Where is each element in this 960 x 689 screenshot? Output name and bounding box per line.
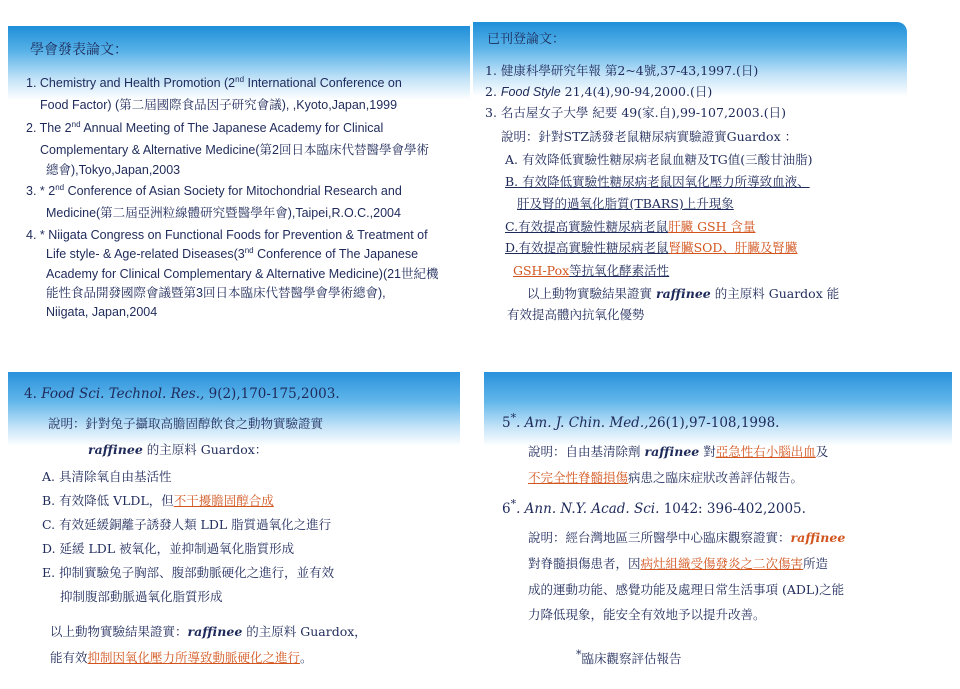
citation-5-description: 說明：自由基清除劑 raffinee 對亞急性右小腦出血及 xyxy=(528,444,829,459)
panel-published-papers xyxy=(473,22,907,332)
conference-item-2: 2. The 2nd Annual Meeting of The Japanese Academy for Clinical xyxy=(26,119,384,135)
publication-1: 1. 健康科學研究年報 第2~4號,37-43,1997.(日) xyxy=(485,63,759,78)
header-band xyxy=(8,372,460,446)
citation-6-description-cont: 對脊髓損傷患者，因病灶組織受傷發炎之二次傷害所造 xyxy=(528,556,829,571)
conference-item-4-cont: Life style- & Age-related Diseases(3nd Conference of The Japanese xyxy=(46,245,419,261)
finding-b: B. 有效降低實驗性糖尿病老鼠因氧化壓力所導致血液、 xyxy=(505,174,810,189)
description: 說明：針對STZ誘發老鼠糖尿病實驗證實Guardox ： xyxy=(501,129,798,144)
conference-item-1: 1. Chemistry and Health Promotion (2nd International Conference on xyxy=(26,74,402,90)
description-cont: raffinee 的主原料 Guardox： xyxy=(88,442,268,457)
finding-b: B. 有效降低 VLDL，但不干擾膽固醇合成 xyxy=(42,493,274,508)
conference-item-4-cont4: Niigata, Japan,2004 xyxy=(46,305,158,319)
conference-item-3-cont: Medicine(第二屆亞洲粒線體研究暨醫學年會),Taipei,R.O.C.,2004 xyxy=(46,206,401,220)
panel-conference-papers xyxy=(8,26,470,326)
description: 說明：針對兔子攝取高膽固醇飲食之動物實驗證實 xyxy=(48,416,324,431)
conference-item-1-cont: Food Factor) (第二屆國際食品因子研究會議), ,Kyoto,Japan,1999 xyxy=(40,98,398,112)
citation: 4. Food Sci. Technol. Res., 9(2),170-175,2003. xyxy=(24,386,340,402)
finding-a: A. 具清除氧自由基活性 xyxy=(42,469,172,484)
finding-b-cont: 肝及腎的過氧化脂質(TBARS)上升現象 xyxy=(517,196,734,211)
conference-item-4-cont2: Academy for Clinical Complementary & Alternative Medicine)(21世紀機 xyxy=(46,267,439,281)
citation-6-description: 說明：經台灣地區三所醫學中心臨床觀察證實：raffinee xyxy=(528,530,846,545)
citation-6-description-cont2: 成的運動功能、感覺功能及處理日常生活事項 (ADL)之能 xyxy=(528,582,845,597)
footnote: *臨床觀察評估報告 xyxy=(576,647,682,666)
finding-c: C.有效提高實驗性糖尿病老鼠肝臟 GSH 含量 xyxy=(505,219,756,234)
conclusion-cont: 有效提高體內抗氧化優勢 xyxy=(507,307,645,322)
finding-d: D. 延緩 LDL 被氧化，並抑制過氧化脂質形成 xyxy=(42,541,295,556)
finding-e-cont: 抑制腹部動脈過氧化脂質形成 xyxy=(60,589,223,604)
conference-item-4-cont3: 能性食品開發國際會議暨第3回日本臨床代替醫學會學術總會), xyxy=(46,286,386,300)
finding-c: C. 有效延緩銅離子誘發人類 LDL 脂質過氧化之進行 xyxy=(42,517,332,532)
conference-item-2-cont2: 總會),Tokyo,Japan,2003 xyxy=(46,163,181,177)
conclusion: 以上動物實驗結果證實：raffinee 的主原料 Guardox， xyxy=(50,624,367,639)
panel-title: 已刊登論文： xyxy=(487,32,566,47)
conference-item-3: 3. * 2nd Conference of Asian Society for Mitochondrial Research and xyxy=(26,182,402,198)
finding-e: E. 抑制實驗兔子胸部、腹部動脈硬化之進行，並有效 xyxy=(42,565,335,580)
citation-5: 5*. Am. J. Chin. Med.,26(1),97-108,1998. xyxy=(502,411,780,431)
finding-a: A. 有效降低實驗性糖尿病老鼠血糖及TG值(三酸甘油脂) xyxy=(505,152,813,167)
citation-6-description-cont3: 力降低現象，能安全有效地予以提升改善。 xyxy=(528,607,766,622)
citation-6: 6*. Ann. N.Y. Acad. Sci. 1042: 396-402,2005. xyxy=(502,497,806,517)
finding-d-cont: GSH-Pox等抗氧化酵素活性 xyxy=(513,263,670,278)
publication-2: 2. Food Style 21,4(4),90-94,2000.(日) xyxy=(485,84,713,99)
publication-3: 3. 名古屋女子大學 紀要 49(家.自),99-107,2003.(日) xyxy=(485,105,786,120)
conference-item-2-cont: Complementary & Alternative Medicine(第2回日本臨床代替醫學會學術 xyxy=(40,143,429,157)
conference-item-4: 4. * Niigata Congress on Functional Foods for Prevention & Treatment of xyxy=(26,228,428,242)
citation-5-description-cont: 不完全性脊髓損傷病患之臨床症狀改善評估報告。 xyxy=(528,470,804,485)
header-band xyxy=(484,372,952,446)
conclusion: 以上動物實驗結果證實 raffinee 的主原料 Guardox 能 xyxy=(527,286,840,301)
panel-title: 學會發表論文： xyxy=(30,42,128,58)
finding-d: D.有效提高實驗性糖尿病老鼠腎臟SOD、肝臟及腎臟 xyxy=(505,240,798,255)
panel-rabbit-study xyxy=(8,372,460,678)
conclusion-cont: 能有效抑制因氧化壓力所導致動脈硬化之進行。 xyxy=(50,650,313,665)
panel-clinical-reports xyxy=(484,372,952,682)
